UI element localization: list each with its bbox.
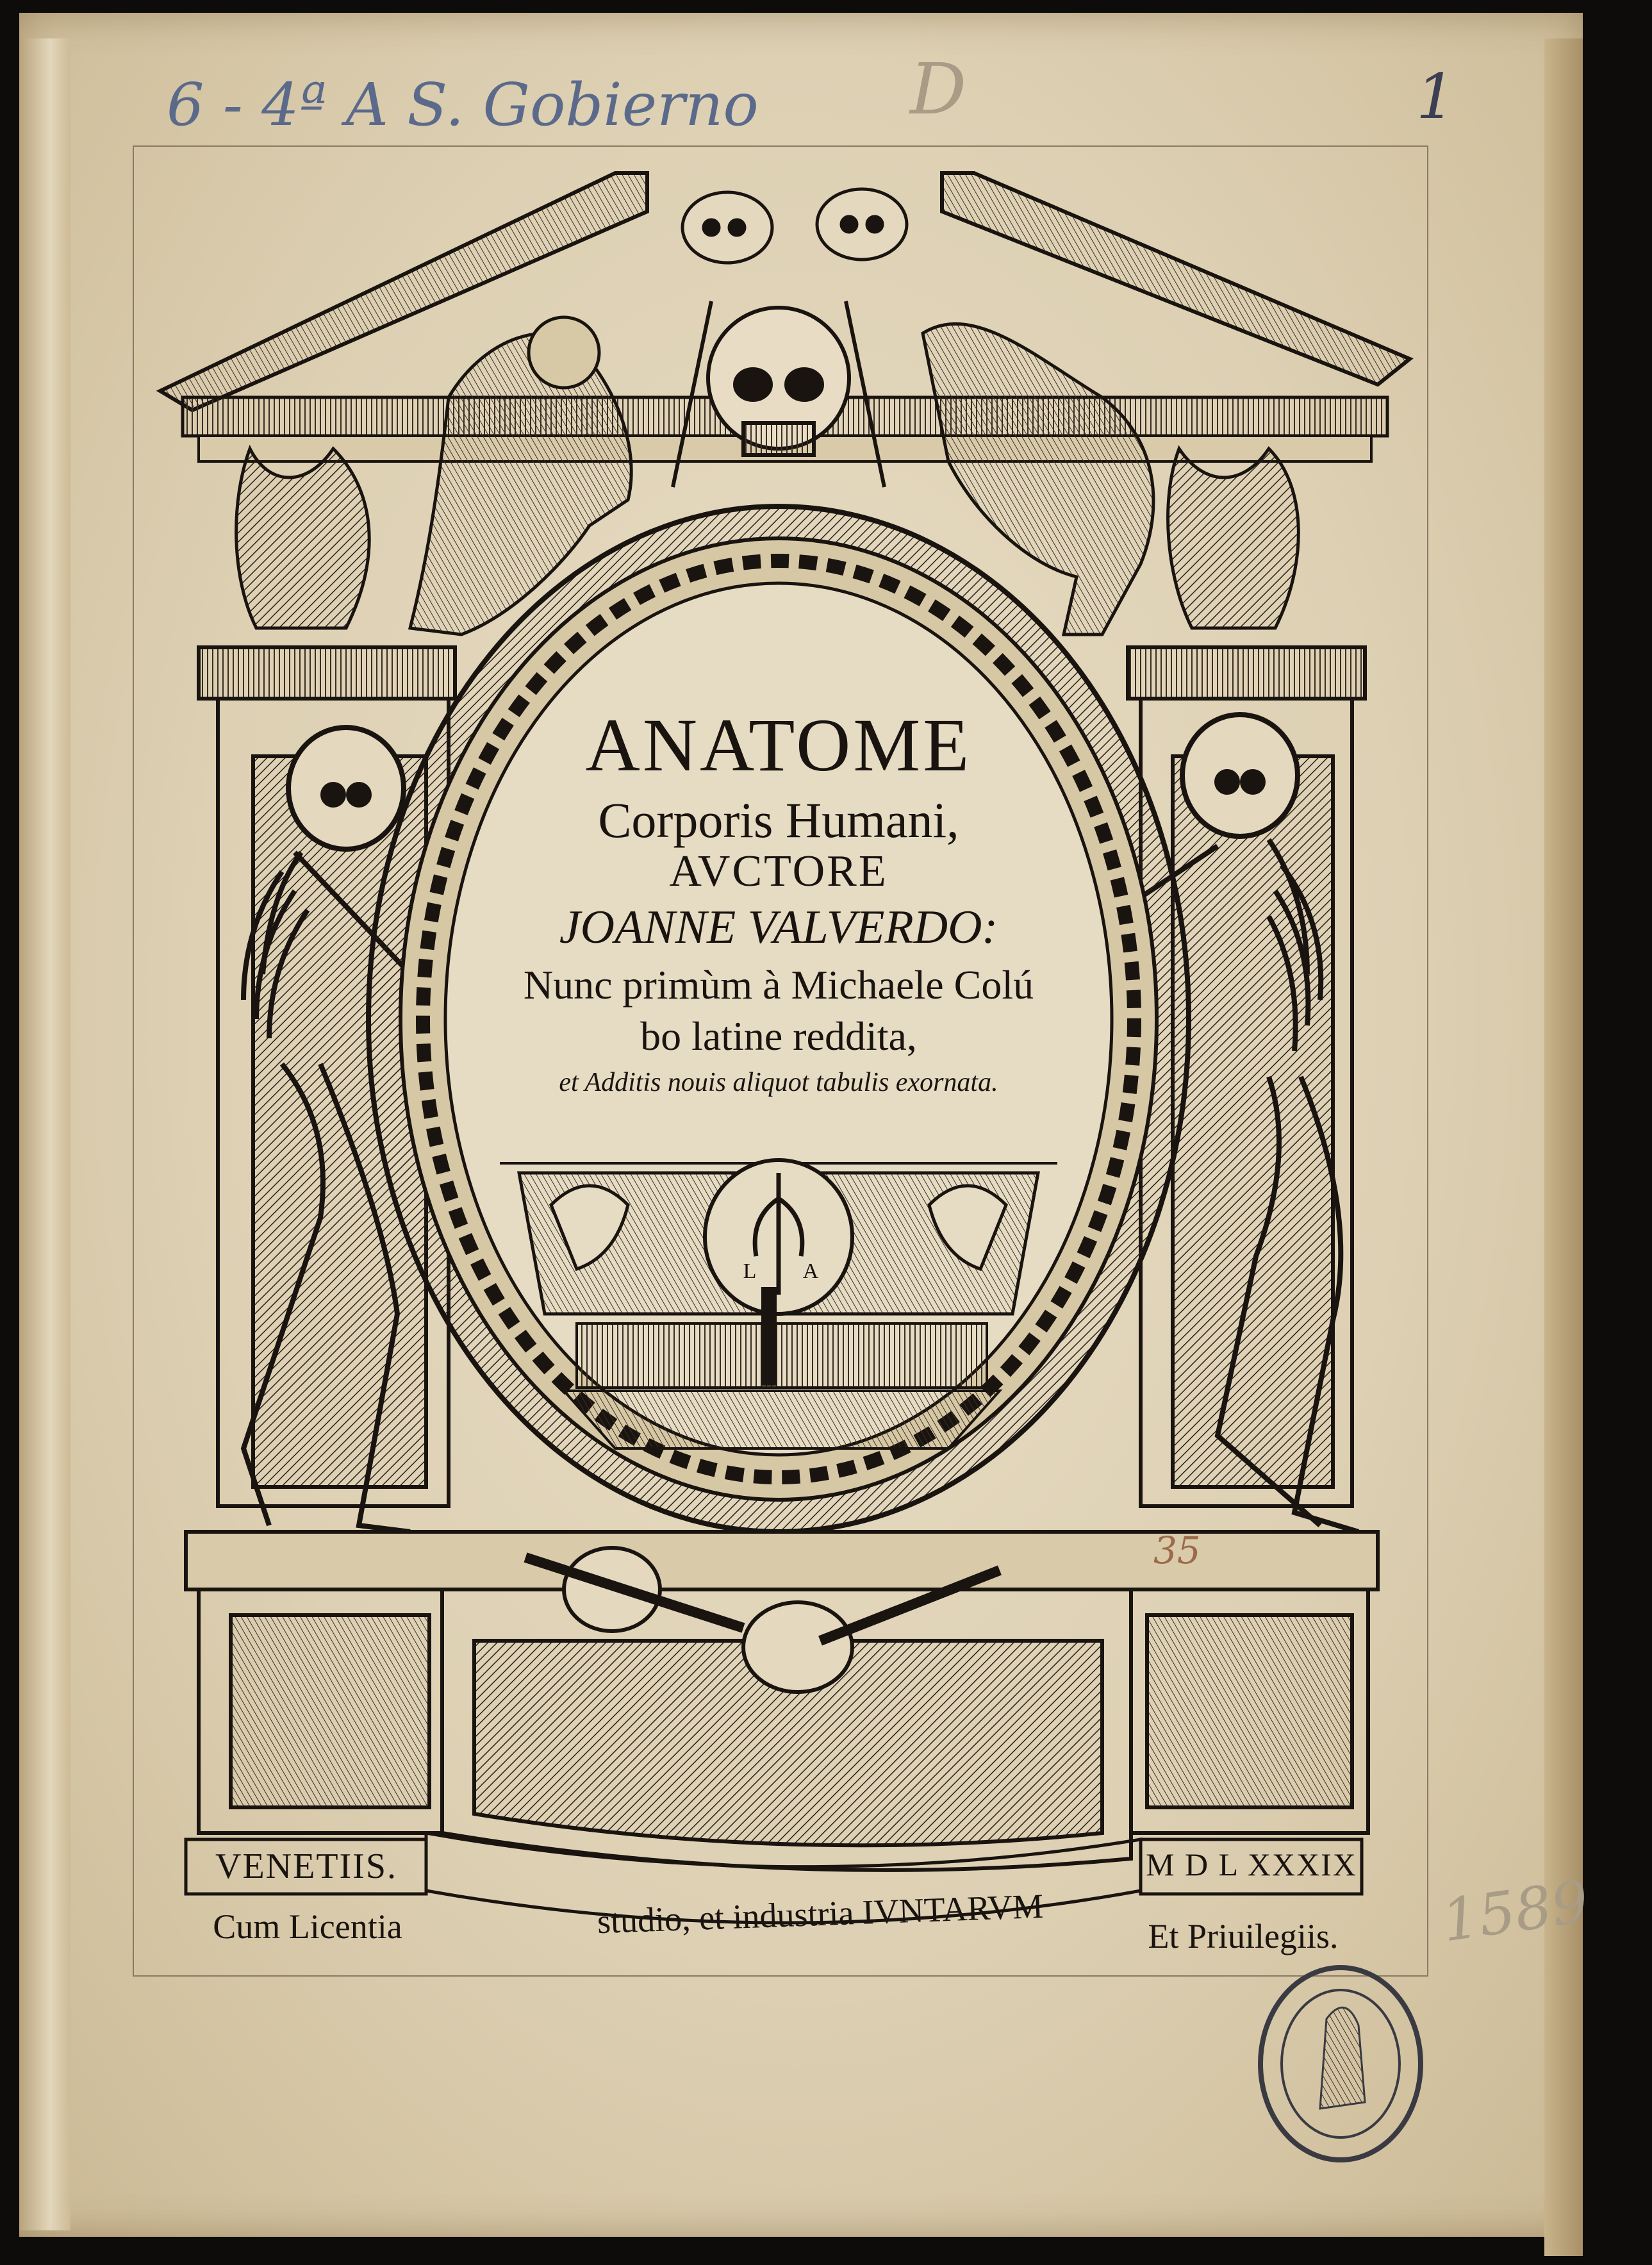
imprint-place: VENETIIS. [215, 1846, 397, 1886]
imprint-year: M D L XXXIX [1146, 1846, 1357, 1882]
library-stamp [1260, 1968, 1421, 2160]
title: ANATOME [585, 703, 972, 787]
license-left: Cum Licentia [213, 1907, 402, 1946]
emblem-letter-a: A [802, 1259, 819, 1283]
subtitle-corporis: Corporis Humani, [598, 792, 959, 848]
year-note: 1589 [1437, 1868, 1593, 1955]
imprint-publisher: studio, et industria IVNTARVM [597, 1886, 1044, 1941]
emblem-band [500, 1160, 1057, 1314]
translation-line-2: bo latine reddita, [640, 1013, 917, 1059]
pencil-number: 35 [1153, 1529, 1201, 1572]
author-name: JOANNE VALVERDO: [559, 901, 998, 954]
pencil-letter: D [910, 48, 967, 130]
page-number: 1 [1416, 61, 1456, 133]
emblem-letter-l: L [743, 1259, 757, 1283]
license-right: Et Priuilegiis. [1148, 1917, 1339, 1955]
top-skulls [682, 189, 907, 263]
additions-line: et Additis nouis aliquot tabulis exornata. [559, 1068, 998, 1097]
auctore-line: AVCTORE [669, 847, 888, 896]
shelfmark-handwriting: 6 - 4ª A S. Gobierno [167, 71, 759, 139]
pedestal [186, 1532, 1378, 1870]
translation-line-1: Nunc primùm à Michaele Colú [523, 962, 1034, 1008]
